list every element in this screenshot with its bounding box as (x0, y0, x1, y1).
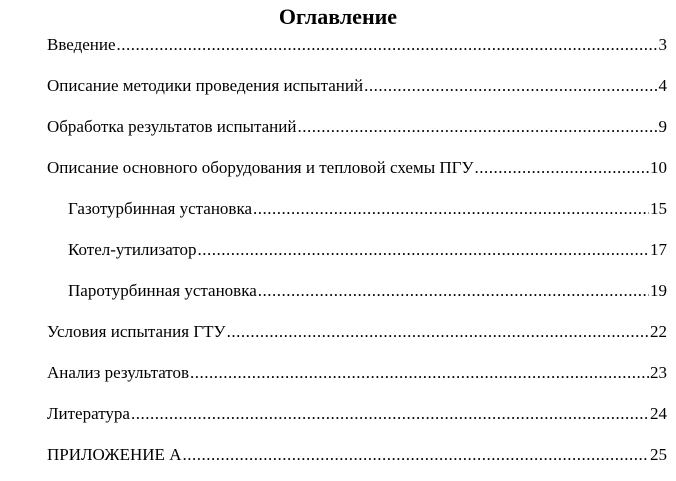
toc-page-number: 24 (650, 404, 667, 423)
toc-page-number: 22 (650, 322, 667, 341)
toc-entry-gas-turbine[interactable] (0, 178, 676, 219)
toc-leader-dots (253, 199, 649, 219)
toc-page-number: 9 (658, 117, 667, 136)
toc-page-number: 17 (650, 240, 667, 259)
toc-entry-results-analysis[interactable] (0, 342, 676, 383)
toc-entry-label: Анализ результатов (47, 363, 190, 382)
toc-entry-label: Условия испытания ГТУ (47, 322, 226, 341)
toc-leader-dots (131, 404, 649, 424)
toc-entry-steam-turbine[interactable] (0, 260, 676, 301)
toc-entry-label: Введение (47, 35, 116, 54)
toc-entry-appendix-a[interactable] (0, 424, 676, 465)
toc-leader-dots (364, 76, 657, 96)
toc-leader-dots (190, 363, 649, 383)
toc-page-number: 10 (650, 158, 667, 177)
toc-leader-dots (182, 445, 649, 465)
toc-page-number: 15 (650, 199, 667, 218)
toc-entry-waste-heat-boiler[interactable] (0, 219, 676, 260)
toc-entry-test-methodology[interactable] (0, 55, 676, 96)
toc-entry-literature[interactable] (0, 383, 676, 424)
toc-leader-dots (198, 240, 649, 260)
toc-entry-label: Обработка результатов испытаний (47, 117, 297, 136)
toc-page-number: 3 (658, 35, 667, 54)
toc-leader-dots (227, 322, 649, 342)
toc-leader-dots (475, 158, 649, 178)
toc-page-number: 25 (650, 445, 667, 464)
toc-entry-label: Котел-утилизатор (68, 240, 197, 259)
toc-entry-equipment-description[interactable] (0, 137, 676, 178)
toc-entry-gtu-test-conditions[interactable] (0, 301, 676, 342)
toc-title: Оглавление (278, 4, 398, 29)
toc-entry-results-processing[interactable] (0, 96, 676, 137)
toc-list (0, 33, 676, 465)
toc-entry-introduction[interactable] (0, 33, 676, 55)
toc-entry-label: Газотурбинная установка (68, 199, 253, 218)
toc-entry-label: ПРИЛОЖЕНИЕ А (47, 445, 182, 464)
toc-page-number: 4 (658, 76, 667, 95)
toc-page-number: 19 (650, 281, 667, 300)
toc-entry-label: Описание основного оборудования и тепловой схемы ПГУ (47, 158, 474, 177)
toc-leader-dots (258, 281, 649, 301)
toc-page-number: 23 (650, 363, 667, 382)
toc-leader-dots (117, 35, 658, 55)
toc-entry-label: Описание методики проведения испытаний (47, 76, 364, 95)
toc-entry-label: Литература (47, 404, 130, 423)
toc-leader-dots (297, 117, 657, 137)
toc-entry-label: Паротурбинная установка (68, 281, 257, 300)
